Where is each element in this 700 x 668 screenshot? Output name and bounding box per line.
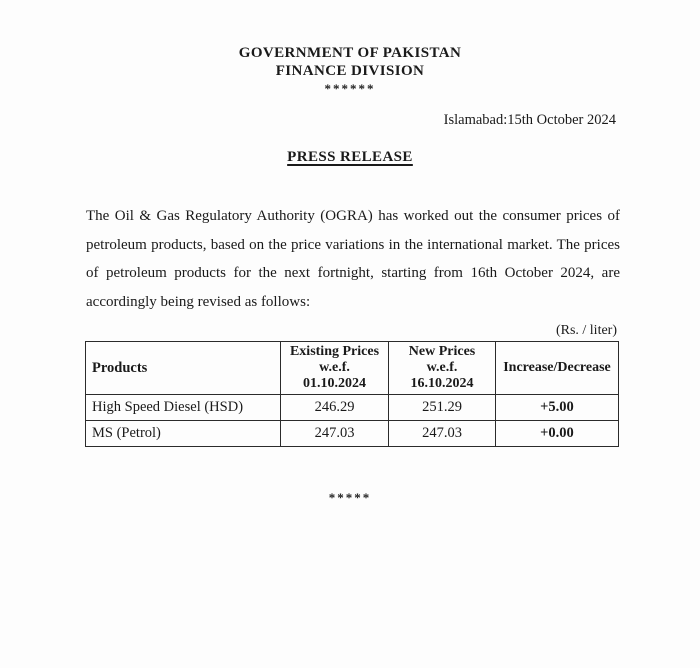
existing-price-cell: 246.29 — [281, 394, 389, 420]
column-header-existing-line1: Existing Prices — [289, 343, 380, 359]
table-row-petrol — [86, 420, 619, 446]
column-header-existing-prices — [281, 341, 389, 394]
column-header-products: Products — [86, 341, 281, 394]
org-division: FINANCE DIVISION — [275, 63, 425, 79]
document-header — [0, 0, 700, 95]
header-star-separator: ****** — [324, 81, 376, 96]
existing-price-cell: 247.03 — [281, 420, 389, 446]
unit-note: (Rs. / liter) — [555, 322, 617, 338]
column-header-existing-line3: 01.10.2024 — [303, 375, 366, 391]
price-table — [85, 341, 619, 447]
column-header-new-line2: w.e.f. — [426, 359, 458, 375]
table-row-hsd — [86, 394, 619, 420]
column-header-existing-line2: w.e.f. — [319, 359, 350, 375]
new-price-cell: 251.29 — [389, 394, 496, 420]
org-name: GOVERNMENT OF PAKISTAN — [238, 45, 462, 61]
table-header-row — [86, 341, 619, 394]
change-cell: +0.00 — [496, 420, 619, 446]
document-title — [0, 148, 700, 166]
column-header-new-prices — [389, 341, 496, 394]
column-header-increase-decrease: Increase/Decrease — [496, 341, 619, 394]
footer-star-separator: ***** — [328, 489, 372, 505]
body-paragraph: The Oil & Gas Regulatory Authority (OGRA) has worked out the consumer prices of petroleum products, based on the price variations in the international market. The prices of petroleum products for the next fortnight, starting from 16th October 2024, are accordingly being revised as follows: — [86, 208, 620, 311]
column-header-new-line3: 16.10.2024 — [410, 375, 474, 391]
change-cell: +5.00 — [496, 394, 619, 420]
new-price-cell: 247.03 — [389, 420, 496, 446]
column-header-new-line1: New Prices — [408, 343, 476, 359]
dateline: Islamabad:15th October 2024 — [443, 112, 616, 128]
document-title-text: PRESS RELEASE — [287, 149, 413, 165]
product-name-cell: High Speed Diesel (HSD) — [86, 394, 281, 420]
product-name-cell: MS (Petrol) — [86, 420, 281, 446]
